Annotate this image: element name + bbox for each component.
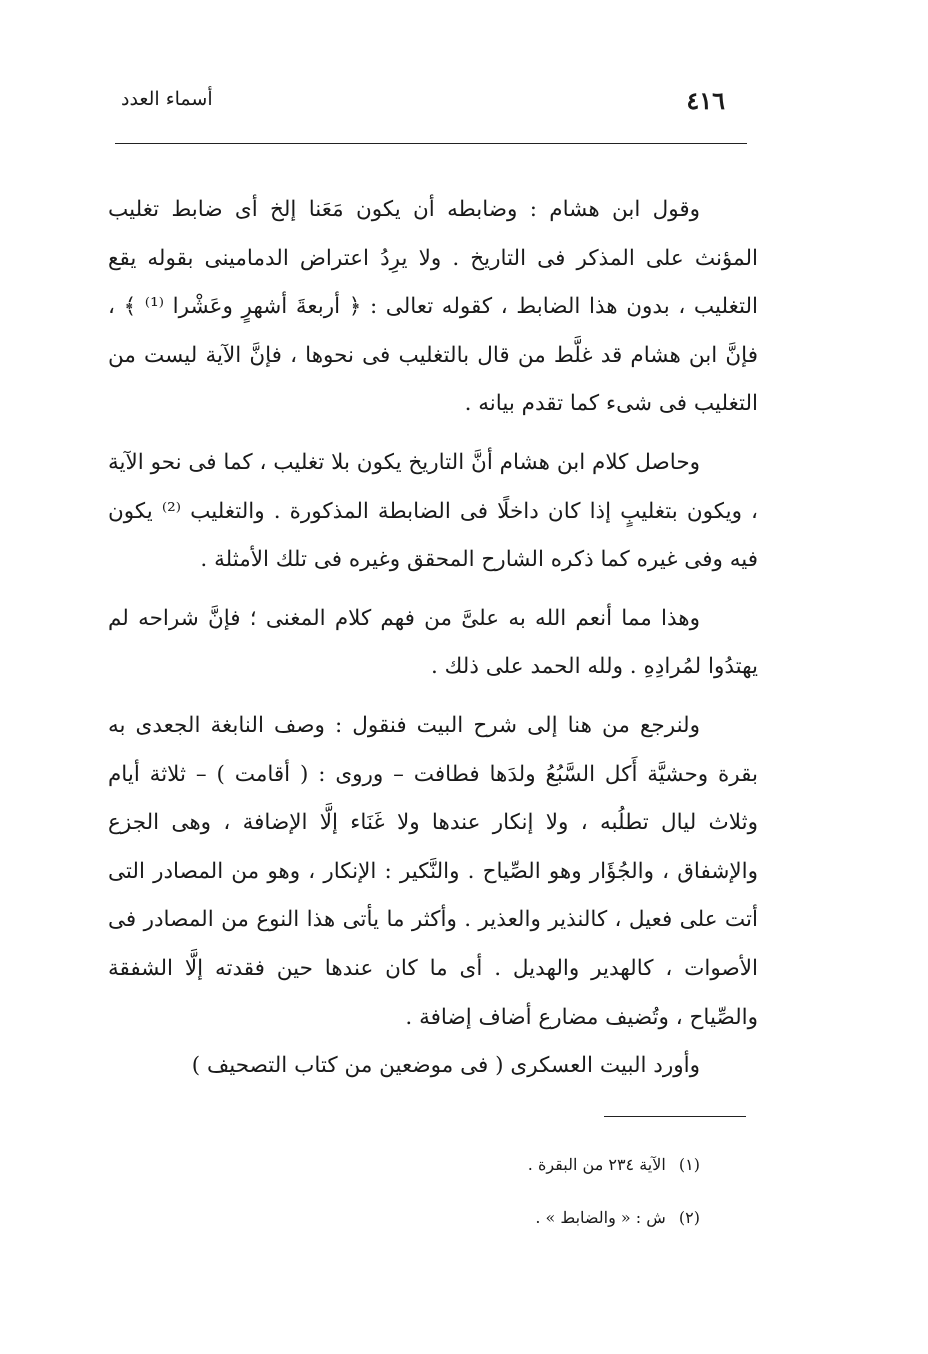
footnote-text: ش : « والضابط » . xyxy=(535,1208,666,1227)
footnote-text: الآية ٢٣٤ من البقرة . xyxy=(527,1155,666,1174)
paragraph-1: وقول ابن هشام : وضابطه أن يكون مَعَنا إلخ أى ضابط تغليب المؤنث على المذكر فى التاريخ . ولا يرِدُ اعتراض الدمامينى بقوله يقع التغليب ، بدون هذا الضابط ، كقوله تعالى : ﴿ أربعةَ أشهرٍ وعَشْرا ⁽¹⁾ ﴾ ، فإنَّ ابن هشام قد غلَّط من قال بالتغليب فى نحوها ، فإنَّ الآية ليست من التغليب فى شىء كما تقدم بيانه . xyxy=(108,197,758,417)
paragraph-4: ولنرجع من هنا إلى شرح البيت فنقول : وصف النابغة الجعدى به بقرة وحشيَّة أَكل السَّبُعُ ولدَها فطافت – وروى : ( أقامت ) – ثلاثة أيام وثلاث ليال تطلُبه ، ولا إنكار عندها ولا غَنَاء إلَّا الإضافة ، وهى الجزع والإشفاق ، والجُؤَار وهو الصِّياح . والنَّكير : الإنكار ، وهو من المصادر التى أتت على فعيل ، كالنذير والعذير . وأكثر ما يأتى هذا النوع من المصادر فى الأصوات ، كالهدير والهديل . أى ما كان عندها حين فقدته إلَّا الشفقة والصِّياح ، وتُضيف مضارع أضاف إضافة . xyxy=(108,712,758,1030)
footnote-2 xyxy=(400,1203,700,1232)
main-text xyxy=(108,186,758,1101)
running-title: أسماء العدد xyxy=(121,88,213,110)
footnotes xyxy=(400,1150,700,1256)
footnote-1 xyxy=(400,1150,700,1179)
paragraph-3: وهذا مما أنعم الله به علىَّ من فهم كلام المغنى ؛ فإنَّ شراحه لم يهتدُوا لمُرادِهِ . ولله الحمد على ذلك . xyxy=(108,605,758,680)
footnote-number: (٢) xyxy=(678,1208,700,1227)
paragraph-2: وحاصل كلام ابن هشام أنَّ التاريخ يكون بلا تغليب ، كما فى نحو الآية ، ويكون بتغليبٍ إذا كان داخلًا فى الضابطة المذكورة . والتغليب ⁽²⁾ يكون فيه وفى غيره كما ذكره الشارح المحقق وغيره فى تلك الأمثلة . xyxy=(108,449,758,573)
header-divider xyxy=(115,143,747,144)
page-number: ٤١٦ xyxy=(686,86,725,115)
paragraph-5: وأورد البيت العسكرى ( فى موضعين من كتاب التصحيف ) xyxy=(191,1053,700,1079)
page-header xyxy=(115,86,751,122)
footnote-divider xyxy=(604,1116,746,1117)
footnote-number: (١) xyxy=(678,1155,700,1174)
